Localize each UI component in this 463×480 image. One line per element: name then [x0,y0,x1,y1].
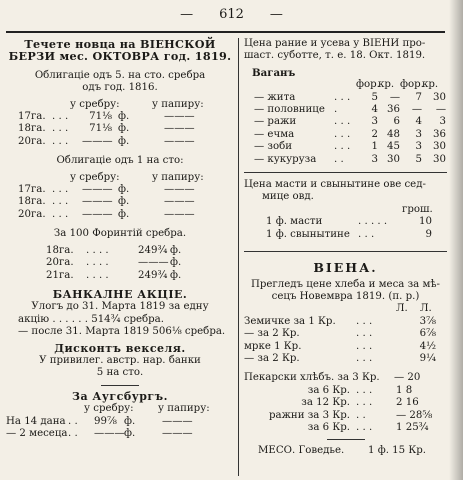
grain-row [244,104,447,116]
unit-cell: ф. [118,196,130,208]
item-name: 1 ф. свынытине [266,228,350,240]
leader-dots: . . . [356,397,373,409]
leader-dots: . . . [334,116,351,128]
grain-column-headers [244,79,447,91]
weight-value: 9¼ [419,352,436,364]
weight-value: 6⅞ [419,328,436,340]
grain-row [244,116,447,128]
forint-header: фор. [400,79,424,91]
unit-header: Л. [420,303,432,315]
forint-cell: 2 [371,128,378,140]
quote-row [6,196,234,208]
value-cell: ——— [138,257,169,269]
kreuzer-cell: 45 [387,141,400,153]
grain-name: — зоби [254,141,293,153]
silver-header: у сребру: [70,171,120,183]
silver-value: ——— [82,208,113,220]
bakery-row [244,422,447,434]
bread-row [244,316,447,328]
deposit-line1: Улогъ до 31. Марта 1819 за едну [31,301,209,313]
leader-dots: . . . [334,141,351,153]
forint-cell: 7 [415,91,422,103]
leader-dots: . . . [334,128,351,140]
forint-cell: 3 [415,128,422,140]
discount-heading: Дисконтъ векселя. [54,341,186,355]
forint-header: фор. [356,79,380,91]
kreuzer-header: кр. [378,79,395,91]
silver-value: 71⅛ [89,123,112,135]
leader-dots: . . . . [86,244,109,256]
bread-column-headers [244,303,447,315]
silver-header: у сребру: [70,98,120,110]
right-column [244,38,447,458]
forint-cell: 4 [371,104,378,116]
weight-value: — 28⅝ [396,409,433,421]
grain-prices-line2: шаст. суботте, т. е. 18. Окт. 1819. [244,50,426,62]
item-name: 1 ф. масти [266,216,323,228]
bread-row [244,341,447,353]
item-name: за 6 Кр. [307,384,350,396]
quote-row [6,209,234,221]
leader-dots: . . . . [86,257,109,269]
exchange-title-line2: БЕРЗИ мес. ОКТОВРА год. 1819. [8,49,232,64]
augsburg-heading: За Аугсбургъ. [72,389,168,403]
item-name: — за 2 Кр. [244,352,300,364]
leader-dots: . . . [52,196,69,208]
paper-value: ——— [164,208,195,220]
paper-value: ——— [164,111,195,123]
bread-row [244,328,447,340]
augsburg-row [6,416,234,428]
unit-cell: ф. [170,269,182,281]
weight-value: 1 25¾ [396,421,429,433]
kreuzer-cell: 36 [433,128,446,140]
term-cell: На 14 дана [6,415,66,427]
leader-dots: . . . [356,315,373,327]
forint-cell: 3 [415,141,422,153]
deposit-line2: акцію . . . . . . 514¾ сребра. [18,313,164,325]
kreuzer-cell: 30 [387,153,400,165]
bakery-row [244,397,447,409]
date-cell: 20га. [18,135,46,147]
grain-name: — половнице [254,104,325,116]
fat-prices-line1: Цена масти и свынытине ове сед- [244,179,426,191]
weight-value: 1 8 [396,384,413,396]
grain-name: — кукуруза [254,153,317,165]
grain-name: — жита [254,91,296,103]
fat-column-header [244,204,447,216]
leader-dots: . . [356,409,366,421]
kreuzer-cell: 36 [387,104,400,116]
bonds1-column-headers [6,172,234,184]
vienna-heading: ВІЕНА. [313,260,378,276]
bakery-label: Пекарски хлѣбъ. за 3 Кр. [244,372,380,384]
leader-dots: . . . [356,340,373,352]
bakery-row [244,372,447,384]
paper-header: у папиру: [158,403,210,415]
grain-row [244,92,447,104]
bonds-subheading: одъ год. 1816. [82,82,158,94]
date-cell: 18га. [18,196,46,208]
paper-value: ——— [164,184,195,196]
silver-value: 71⅛ [89,111,112,123]
header-dash: — [269,6,283,22]
leader-dots: . . . [52,208,69,220]
bank-shares-heading: БАНКАЛНЕ АКЦІЕ. [52,287,188,301]
meat-row [244,445,447,457]
forint-cell: 5 [371,91,378,103]
forint-cell: 1 [371,141,378,153]
paper-value: ——— [162,427,193,439]
silver-header: у сребру: [84,403,134,415]
kreuzer-cell: 6 [393,116,400,128]
page-header [0,0,463,28]
forint-cell: 3 [371,116,378,128]
augsburg-row [6,428,234,440]
separator-rule [327,439,365,440]
page-number: 612 [219,6,244,22]
date-cell: 21га. [46,269,74,281]
leader-dots: . . . [52,123,69,135]
bread-row [244,353,447,365]
unit-cell: ф. [170,257,182,269]
kreuzer-cell: — [389,91,400,103]
kreuzer-cell: — [435,104,446,116]
date-cell: 17га. [18,184,46,196]
leader-dots: . . [68,427,78,439]
grosh-value: 10 [419,216,432,228]
review-line1: Прегледъ цене хлеба и меса за мѣ- [251,278,440,290]
item-name: ражни за 3 Кр. [268,409,350,421]
silver-value: ——— [82,135,113,147]
paper-value: ——— [162,415,193,427]
quote-row [6,245,234,257]
privileged-bank-line1: У привилег. австр. нар. банки [39,354,201,366]
bonds-column-headers [6,99,234,111]
forint-cell: 4 [415,116,422,128]
fat-prices-line2: мице овд. [262,191,314,203]
grain-prices-line1: Цена рание и усева у ВІЕНИ про- [244,38,426,49]
date-cell: 20га. [46,257,74,269]
term-cell: — 2 месеца [6,427,68,439]
forint-cell: 3 [371,153,378,165]
separator-rule [244,251,447,252]
grain-row [244,154,447,166]
quote-row [6,123,234,135]
quote-row [6,184,234,196]
leader-dots: . . . [356,384,373,396]
leader-dots: . . [68,415,78,427]
left-column [6,38,234,440]
paper-value: ——— [164,135,195,147]
item-name: мрке 1 Кр. [244,340,302,352]
kreuzer-cell: 30 [433,91,446,103]
measure-label: Ваганъ [252,66,296,79]
paper-header: у папиру: [152,98,204,110]
kreuzer-cell: 30 [433,153,446,165]
paper-header: у папиру: [152,171,204,183]
quote-row [6,270,234,282]
unit-cell: ф. [118,184,130,196]
weight-value: 4½ [419,340,436,352]
fat-row [244,229,447,241]
date-cell: 18га. [18,123,46,135]
separator-rule [244,172,447,173]
column-divider [238,38,239,476]
kreuzer-header: кр. [422,79,439,91]
deposit-line3: — после 31. Марта 1819 506⅛ сребра. [18,326,226,338]
bonds-heading: Облигаціе одъ 5. на сто. сребра [34,69,206,81]
weight-value: 2 16 [396,397,419,409]
quote-row [6,136,234,148]
leader-dots: . . . [334,91,351,103]
unit-header: Л. [396,303,408,315]
weight-value: 3⅞ [419,315,436,327]
bakery-row [244,410,447,422]
florins-heading: За 100 Форинтій сребра. [53,228,187,240]
review-line2: сецъ Новемвра 1819. (п. р.) [271,290,420,302]
date-cell: 18га. [46,244,74,256]
silver-value: ——— [82,196,113,208]
header-rule [6,31,445,33]
meat-value: 1 ф. 15 Кр. [368,445,427,457]
date-cell: 20га. [18,208,46,220]
grain-row [244,141,447,153]
quote-row [6,257,234,269]
item-name: — за 2 Кр. [244,328,300,340]
bonds1-heading: Облигаціе одъ 1 на сто: [56,155,184,167]
separator-rule [101,385,139,386]
grosh-value: 9 [425,228,432,240]
silver-value: 99⅞ [94,415,117,427]
leader-dots: . [334,104,338,116]
exchange-title-line1: Течете новца на ВІЕНСКОЙ [24,37,216,51]
leader-dots: . . . [356,421,373,433]
unit-cell: ф. [124,415,136,427]
item-name: Земичке за 1 Кр. [244,315,336,327]
kreuzer-cell: 48 [387,128,400,140]
leader-dots: . . . [52,135,69,147]
leader-dots: . . . [356,352,373,364]
kreuzer-cell: 30 [433,141,446,153]
augsburg-column-headers [6,403,234,415]
paper-value: ——— [164,123,195,135]
quote-row [6,111,234,123]
value-cell: 249¾ [138,244,168,256]
paper-value: ——— [164,196,195,208]
unit-cell: ф. [118,208,130,220]
leader-dots: . . . [52,111,69,123]
leader-dots: . . . . . [358,216,388,228]
kreuzer-cell: 3 [439,116,446,128]
grain-row [244,129,447,141]
unit-cell: ф. [170,244,182,256]
unit-cell: ф. [124,427,136,439]
unit-cell: ф. [118,111,130,123]
privileged-bank-line2: 5 на сто. [96,367,144,379]
grain-name: — ечма [254,128,295,140]
item-name: за 6 Кр. [307,421,350,433]
bakery-value: — 20 [394,372,421,384]
unit-cell: ф. [118,135,130,147]
leader-dots: . . . . [86,269,109,281]
leader-dots: . . . [358,228,375,240]
leader-dots: . . [334,153,344,165]
value-cell: 249¾ [138,269,168,281]
silver-value: ——— [82,184,113,196]
grain-name: — ражи [254,116,297,128]
silver-value: ——— [94,427,125,439]
bakery-row [244,385,447,397]
fat-row [244,216,447,228]
unit-cell: ф. [118,123,130,135]
leader-dots: . . . [52,184,69,196]
header-dash: — [180,6,194,22]
meat-label: МЕСО. Говедье. [258,445,345,457]
binding-shadow [449,0,463,480]
grosh-header: грош. [402,203,433,215]
item-name: за 12 Кр. [301,397,350,409]
date-cell: 17га. [18,111,46,123]
forint-cell: 5 [415,153,422,165]
forint-cell: — [411,104,422,116]
leader-dots: . . . [356,328,373,340]
